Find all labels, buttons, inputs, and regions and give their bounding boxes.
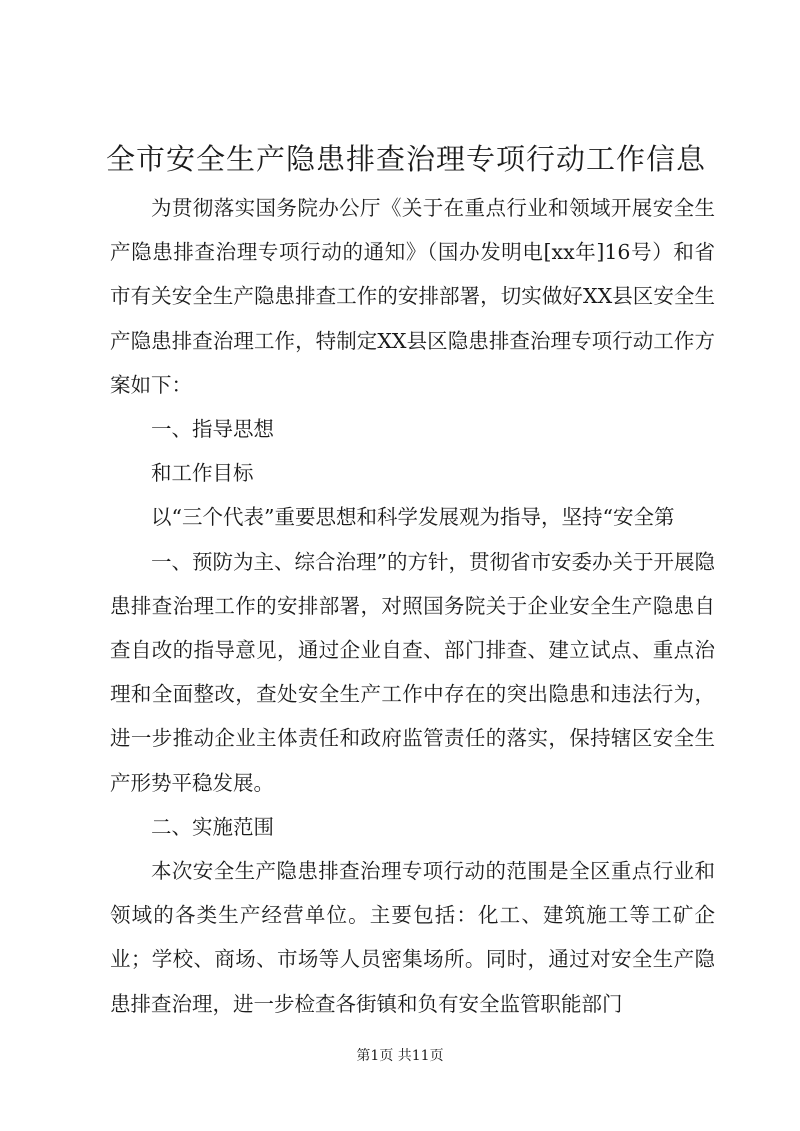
section-heading-scope: 二、实施范围 <box>151 814 274 839</box>
page-footer: 第1页 共11页 <box>356 1048 444 1064</box>
section-heading-work-goals: 和工作目标 <box>151 461 254 486</box>
section-heading-guiding-ideology: 一、指导思想 <box>151 417 274 442</box>
paragraph-scope: 本次安全生产隐患排查治理专项行动的范围是全区重点行业和领域的各类生产经营单位。主要包括：化工、建筑施工等工矿企业；学校、商场、市场等人员密集场所。同时，通过对安全生产隐患排查治理，进一步检查各街镇和负有安全监管职能部门 <box>110 859 715 1016</box>
document-title: 全市安全生产隐患排查治理专项行动工作信息 <box>106 142 707 176</box>
paragraph-policy: 一、预防为主、综合治理”的方针，贯彻省市安委办关于开展隐患排查治理工作的安排部署，对照国务院关于企业安全生产隐患自查自改的指导意见，通过企业自查、部门排查、建立试点、重点治理和全面整改，查处安全生产工作中存在的突出隐患和违法行为，进一步推动企业主体责任和政府监管责任的落实，保持辖区安全生产形势平稳发展。 <box>110 549 715 795</box>
paragraph-guidance: 以“三个代表”重要思想和科学发展观为指导，坚持“安全第 <box>151 505 675 530</box>
document-body <box>110 186 715 1026</box>
paragraph-intro: 为贯彻落实国务院办公厅《关于在重点行业和领域开展安全生产隐患排查治理专项行动的通知》（国办发明电[xx年]16号）和省市有关安全生产隐患排查工作的安排部署，切实做好XX县区安全生产隐患排查治理工作，特制定XX县区隐患排查治理专项行动工作方案如下： <box>110 196 715 397</box>
